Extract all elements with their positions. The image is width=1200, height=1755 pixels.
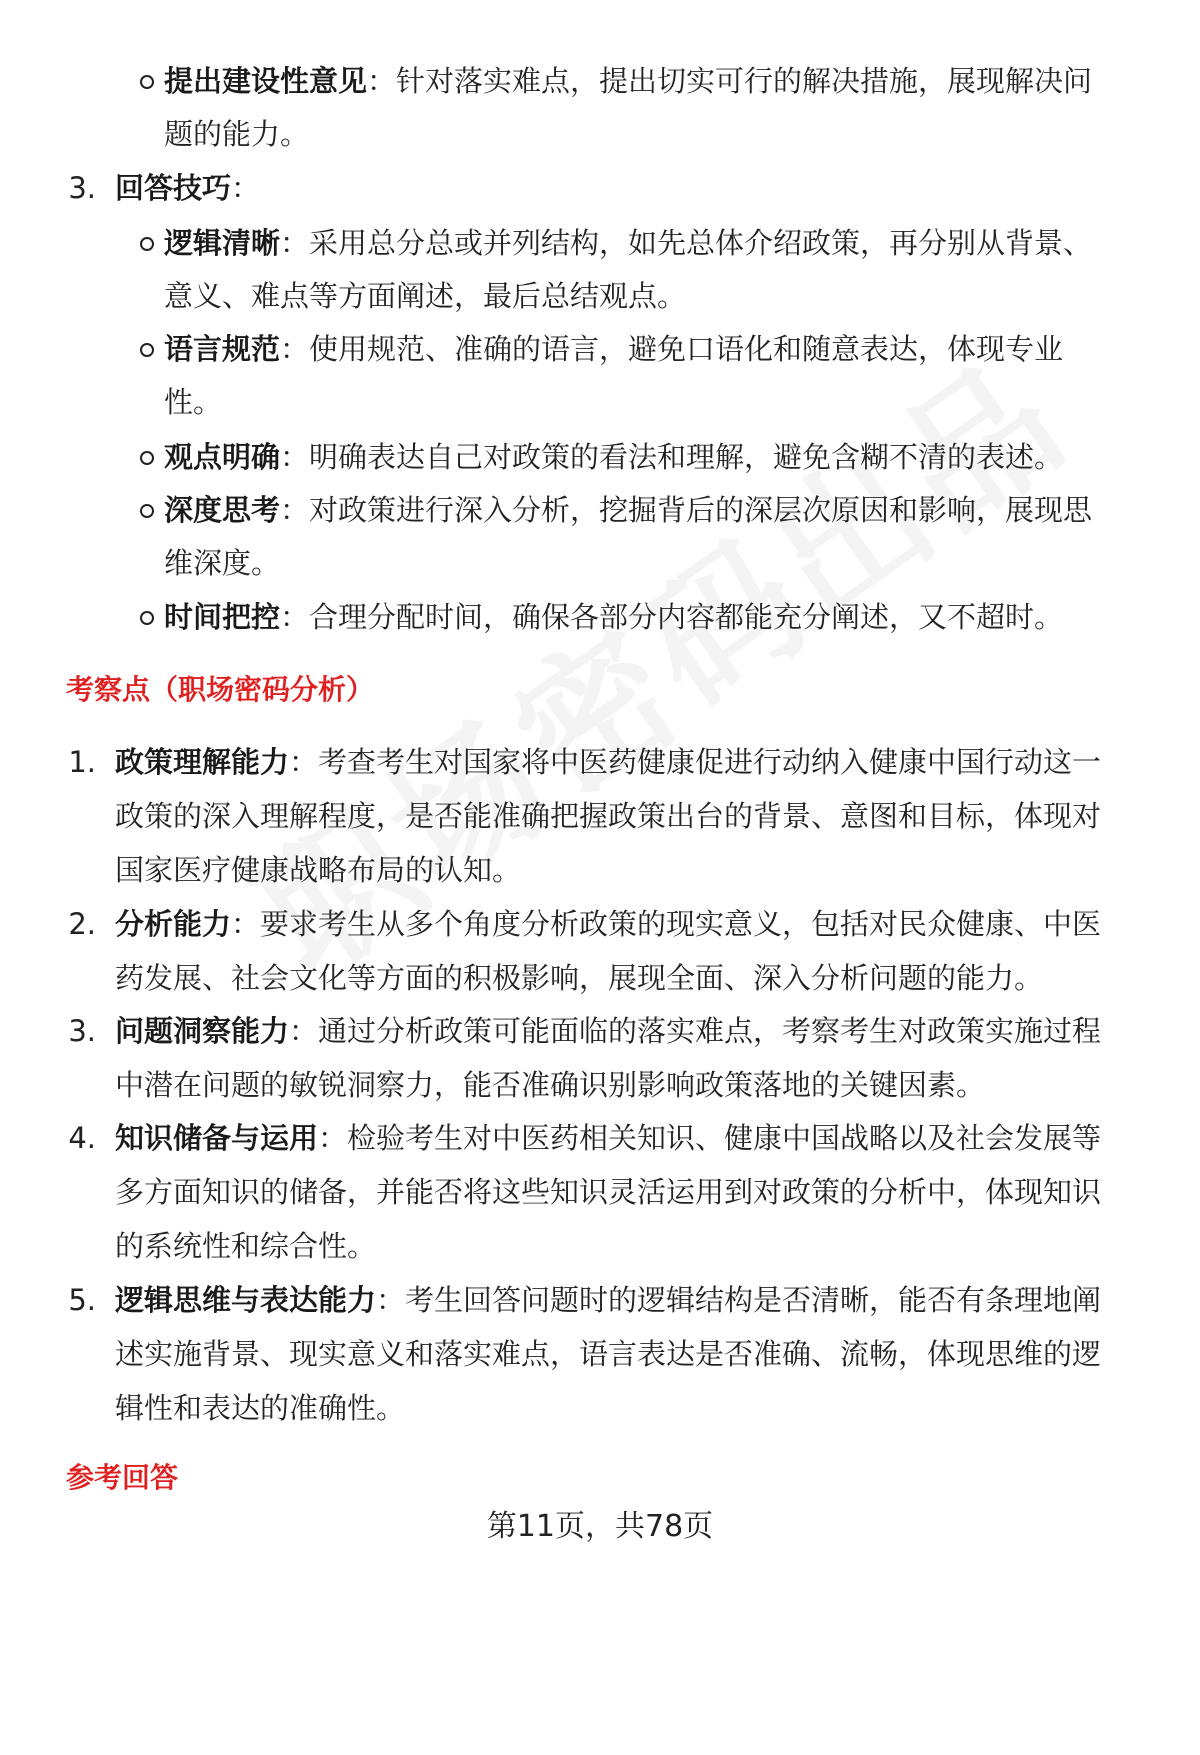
tip-term: 语言规范 bbox=[164, 332, 281, 366]
point-text-cont: 多方面知识的储备，并能否将这些知识灵活运用到对政策的分析中，体现知识 bbox=[115, 1175, 1102, 1209]
point-text-cont: 中潜在问题的敏锐洞察力，能否准确识别影响政策落地的关键因素。 bbox=[115, 1068, 986, 1102]
item-text: 针对落实难点，提出切实可行的解决措施，展现解决问 bbox=[396, 64, 1093, 98]
tip-text-cont: 意义、难点等方面阐述，最后总结观点。 bbox=[164, 279, 687, 313]
point-term: 政策理解能力 bbox=[115, 745, 290, 779]
bullet-circle-icon bbox=[140, 343, 154, 357]
tip-text: 明确表达自己对政策的看法和理解，避免含糊不清的表述。 bbox=[309, 440, 1064, 474]
point-text: 通过分析政策可能面临的落实难点，考察考生对政策实施过程 bbox=[318, 1014, 1102, 1048]
list-number: 4. bbox=[68, 1121, 96, 1155]
tip-text-cont: 维深度。 bbox=[164, 546, 281, 580]
list-number: 1. bbox=[68, 745, 96, 779]
point-text-cont: 述实施背景、现实意义和落实难点，语言表达是否准确、流畅，体现思维的逻 bbox=[115, 1337, 1102, 1371]
bullet-circle-icon bbox=[140, 504, 154, 518]
point-text: 要求考生从多个角度分析政策的现实意义，包括对民众健康、中医 bbox=[260, 907, 1102, 941]
tip-term: 时间把控 bbox=[164, 600, 281, 634]
point-text-cont: 辑性和表达的准确性。 bbox=[115, 1391, 406, 1425]
tip-text: 使用规范、准确的语言，避免口语化和随意表达，体现专业 bbox=[309, 332, 1064, 366]
point-term: 逻辑思维与表达能力 bbox=[115, 1283, 377, 1317]
bullet-circle-icon bbox=[140, 75, 154, 89]
point-text: 考查考生对国家将中医药健康促进行动纳入健康中国行动这一 bbox=[318, 745, 1102, 779]
page-number: 第11页，共78页 bbox=[486, 1509, 714, 1544]
point-term: 知识储备与运用 bbox=[115, 1121, 319, 1155]
tip-term: 深度思考 bbox=[164, 493, 281, 527]
point-term: 问题洞察能力 bbox=[115, 1014, 290, 1048]
list-number: 3. bbox=[68, 1014, 96, 1048]
point-text-cont: 药发展、社会文化等方面的积极影响，展现全面、深入分析问题的能力。 bbox=[115, 961, 1044, 995]
point-text-cont: 的系统性和综合性。 bbox=[115, 1229, 377, 1263]
point-text: 考生回答问题时的逻辑结构是否清晰，能否有条理地阐 bbox=[405, 1283, 1102, 1317]
item-term: 提出建设性意见 bbox=[164, 64, 368, 98]
point-text-cont: 政策的深入理解程度，是否能准确把握政策出台的背景、意图和目标，体现对 bbox=[115, 799, 1102, 833]
bullet-circle-icon bbox=[140, 451, 154, 465]
point-text: 检验考生对中医药相关知识、健康中国战略以及社会发展等 bbox=[347, 1121, 1102, 1155]
bullet-circle-icon bbox=[140, 611, 154, 625]
tip-text: 合理分配时间，确保各部分内容都能充分阐述，又不超时。 bbox=[309, 600, 1064, 634]
list-number: 2. bbox=[68, 907, 96, 941]
tip-text-cont: 性。 bbox=[164, 385, 223, 419]
item-text-cont: 题的能力。 bbox=[164, 117, 310, 151]
bullet-circle-icon bbox=[140, 237, 154, 251]
point-term: 分析能力 bbox=[115, 907, 232, 941]
section-title-exam-points: 考察点（职场密码分析） bbox=[66, 673, 375, 706]
tip-term: 观点明确 bbox=[164, 440, 281, 474]
tip-text: 对政策进行深入分析，挖掘背后的深层次原因和影响，展现思 bbox=[309, 493, 1093, 527]
list-number: 5. bbox=[68, 1283, 96, 1317]
tip-term: 逻辑清晰 bbox=[164, 226, 281, 260]
section-title-reference-answer: 参考回答 bbox=[66, 1461, 179, 1494]
list-number: 3. bbox=[68, 171, 96, 205]
tip-text: 采用总分总或并列结构，如先总体介绍政策，再分别从背景、 bbox=[309, 226, 1093, 260]
section-heading: 回答技巧： bbox=[115, 171, 261, 205]
document-page: 提出建设性意见：针对落实难点，提出切实可行的解决措施，展现解决问 题的能力。 3. 回答技巧： 逻辑清晰：采用总分总或并列结构，如先总体介绍政策，再分别从背景、 意义、难点等方面阐述，最后总结观点。 语言规范：使用规范、准确的语言，避免口语化和随意表达，体现专业 性。 观点明确：明确表达自己对政策的看法和理解，避免含糊不清的表述。 深度思考：对政策进行深入分析，挖掘背后的深层次原因和影响，展现思 维深度。 时间把控：合理分配时间，确保各部分内容都能充分阐述，又不超时。 考察点（职场密码分析） 1. 政策理解能力：考查考生对国家将中医药健康促进行动纳入健康中国行动这一 政策的深入理解程度，是否能准确把握政策出台的背景、意图和目标，体现对 国家医疗健康战略布局的认知。 2. 分析能力：要求考生从多个角度分析政策的现实意义，包括对民众健康、中医 药发展、社会文化等方面的积极影响，展现全面、深入分析问题的能力。 3. 问题洞察能力：通过分析政策可能面临的落实难点，考察考生对政策实施过程 中潜在问题的敏锐洞察力，能否准确识别影响政策落地的关键因素。 4. 知识储备与运用：检验考生对中医药相关知识、健康中国战略以及社会发展等 多方面知识的储备，并能否将这些知识灵活运用到对政策的分析中，体现知识 的系统性和综合性。 5. 逻辑思维与表达能力：考生回答问题时的逻辑结构是否清晰，能否有条理地阐 述实施背景、现实意义和落实难点，语言表达是否准确、流畅，体现思维的逻 辑性和表达的准确性。 参考回答 第11页，共78页 bbox=[0, 0, 1200, 1755]
point-text-cont: 国家医疗健康战略布局的认知。 bbox=[115, 853, 522, 887]
